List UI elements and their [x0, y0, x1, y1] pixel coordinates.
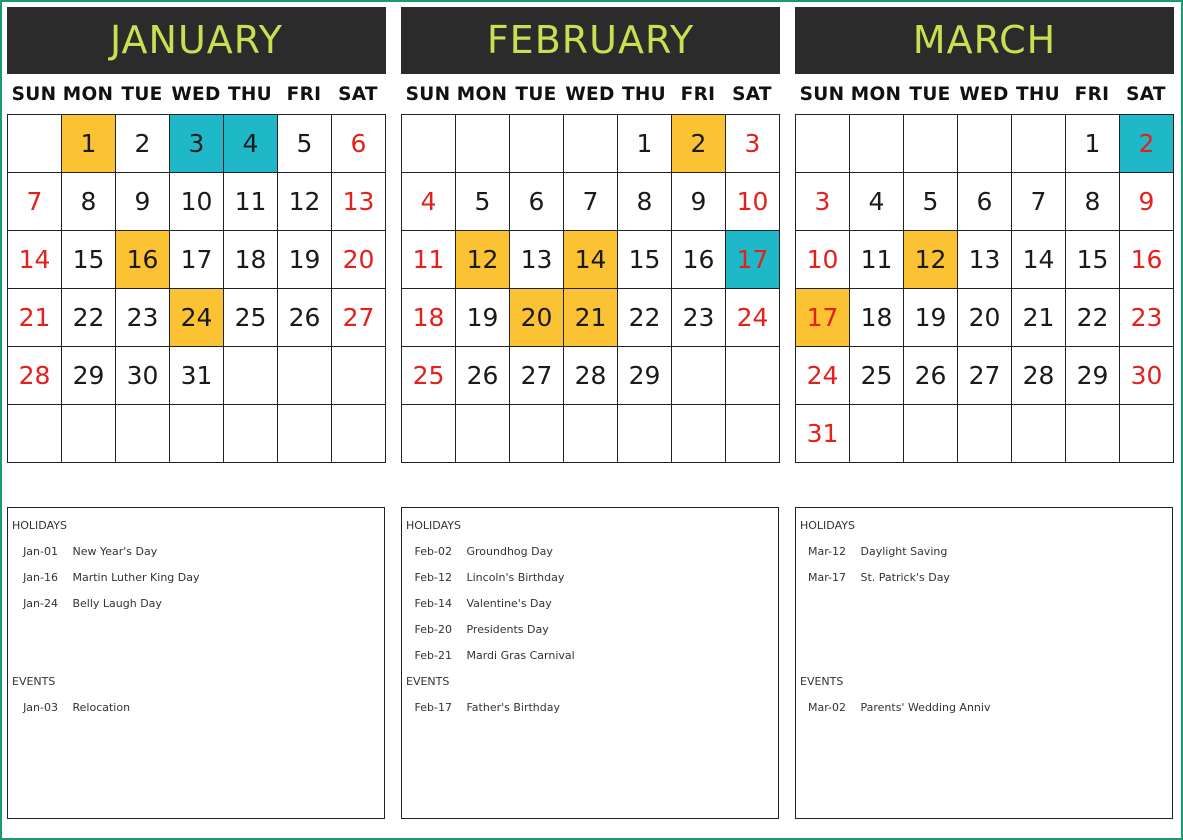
day-cell: 17: [796, 289, 850, 347]
day-cell: 10: [170, 173, 224, 231]
day-cell: 3: [726, 115, 780, 173]
day-cell: 28: [8, 347, 62, 405]
day-cell: 15: [618, 231, 672, 289]
day-cell: 13: [332, 173, 386, 231]
holiday-row: [8, 571, 200, 584]
empty-cell: [402, 405, 456, 463]
empty-cell: [672, 405, 726, 463]
day-cell: 12: [904, 231, 958, 289]
weekday-label: FRI: [1074, 83, 1110, 105]
event-name: Relocation: [62, 701, 131, 714]
holiday-date: Feb-21: [414, 649, 452, 662]
empty-cell: [958, 405, 1012, 463]
empty-cell: [672, 347, 726, 405]
day-cell: 26: [904, 347, 958, 405]
empty-cell: [796, 115, 850, 173]
day-cell: 24: [170, 289, 224, 347]
day-cell: 3: [796, 173, 850, 231]
empty-cell: [1012, 405, 1066, 463]
holiday-row: [796, 545, 947, 558]
month-title: JANUARY: [7, 7, 386, 74]
day-cell: 13: [510, 231, 564, 289]
holiday-name: Groundhog Day: [456, 545, 553, 558]
weekday-label: SUN: [405, 83, 451, 105]
calendar-grid: [7, 114, 386, 463]
day-cell: 20: [510, 289, 564, 347]
holiday-date: Jan-01: [23, 545, 58, 558]
day-cell: 6: [332, 115, 386, 173]
day-cell: 11: [224, 173, 278, 231]
day-cell: 27: [510, 347, 564, 405]
empty-cell: [1066, 405, 1120, 463]
day-cell: 12: [278, 173, 332, 231]
day-cell: 8: [1066, 173, 1120, 231]
holiday-row: [402, 623, 549, 636]
day-cell: 16: [116, 231, 170, 289]
holiday-row: [796, 571, 950, 584]
day-cell: 24: [726, 289, 780, 347]
empty-cell: [618, 405, 672, 463]
day-cell: 19: [904, 289, 958, 347]
weekday-label: SAT: [338, 83, 378, 105]
day-cell: 26: [278, 289, 332, 347]
holidays-heading: HOLIDAYS: [800, 519, 855, 532]
empty-cell: [170, 405, 224, 463]
day-cell: 9: [672, 173, 726, 231]
day-cell: 17: [170, 231, 224, 289]
weekday-label: WED: [565, 83, 615, 105]
day-cell: 29: [618, 347, 672, 405]
event-name: Parents' Wedding Anniv: [850, 701, 991, 714]
day-cell: 8: [618, 173, 672, 231]
holidays-heading: HOLIDAYS: [12, 519, 67, 532]
empty-cell: [726, 347, 780, 405]
holiday-row: [8, 545, 157, 558]
holiday-row: [402, 545, 553, 558]
empty-cell: [8, 405, 62, 463]
calendar-grid: [401, 114, 780, 463]
weekday-label: MON: [850, 83, 902, 105]
empty-cell: [456, 405, 510, 463]
month-title: FEBRUARY: [401, 7, 780, 74]
day-cell: 4: [402, 173, 456, 231]
day-cell: 9: [1120, 173, 1174, 231]
holiday-date: Feb-20: [414, 623, 452, 636]
event-date: Feb-17: [414, 701, 452, 714]
day-cell: 12: [456, 231, 510, 289]
day-cell: 2: [672, 115, 726, 173]
holiday-date: Mar-12: [807, 545, 846, 558]
empty-cell: [116, 405, 170, 463]
holiday-row: [8, 597, 162, 610]
weekday-label: FRI: [286, 83, 322, 105]
day-cell: 30: [1120, 347, 1174, 405]
weekday-header: [401, 74, 780, 114]
calendar-grid: [795, 114, 1174, 463]
events-heading: EVENTS: [406, 675, 450, 688]
day-cell: 3: [170, 115, 224, 173]
holidays-heading: HOLIDAYS: [406, 519, 461, 532]
day-cell: 31: [796, 405, 850, 463]
holiday-date: Feb-14: [414, 597, 452, 610]
day-cell: 5: [456, 173, 510, 231]
weekday-label: TUE: [121, 83, 163, 105]
day-cell: 23: [672, 289, 726, 347]
day-cell: 6: [958, 173, 1012, 231]
day-cell: 2: [1120, 115, 1174, 173]
day-cell: 19: [456, 289, 510, 347]
empty-cell: [224, 347, 278, 405]
weekday-header: [7, 74, 386, 114]
weekday-label: SAT: [732, 83, 772, 105]
holiday-date: Jan-16: [23, 571, 58, 584]
day-cell: 2: [116, 115, 170, 173]
day-cell: 17: [726, 231, 780, 289]
empty-cell: [564, 405, 618, 463]
holiday-row: [402, 571, 564, 584]
weekday-label: SUN: [11, 83, 57, 105]
event-row: [8, 701, 130, 714]
empty-cell: [904, 405, 958, 463]
event-name: Father's Birthday: [456, 701, 561, 714]
weekday-label: THU: [227, 83, 273, 105]
holiday-name: New Year's Day: [62, 545, 158, 558]
empty-cell: [278, 347, 332, 405]
holiday-name: Belly Laugh Day: [62, 597, 162, 610]
day-cell: 7: [8, 173, 62, 231]
notes-panel-march: [795, 507, 1173, 819]
day-cell: 22: [1066, 289, 1120, 347]
day-cell: 5: [278, 115, 332, 173]
weekday-label: WED: [959, 83, 1009, 105]
empty-cell: [332, 347, 386, 405]
holiday-name: Presidents Day: [456, 623, 549, 636]
day-cell: 14: [8, 231, 62, 289]
empty-cell: [456, 115, 510, 173]
empty-cell: [726, 405, 780, 463]
day-cell: 14: [1012, 231, 1066, 289]
month-panel-january: [7, 7, 386, 463]
notes-panel-january: [7, 507, 385, 819]
day-cell: 5: [904, 173, 958, 231]
day-cell: 9: [116, 173, 170, 231]
empty-cell: [8, 115, 62, 173]
empty-cell: [850, 115, 904, 173]
day-cell: 15: [62, 231, 116, 289]
holiday-name: Lincoln's Birthday: [456, 571, 565, 584]
holiday-date: Mar-17: [807, 571, 846, 584]
holiday-name: Daylight Saving: [850, 545, 948, 558]
day-cell: 14: [564, 231, 618, 289]
holiday-row: [402, 649, 575, 662]
day-cell: 28: [1012, 347, 1066, 405]
day-cell: 16: [672, 231, 726, 289]
event-date: Mar-02: [807, 701, 846, 714]
empty-cell: [1120, 405, 1174, 463]
weekday-label: FRI: [680, 83, 716, 105]
day-cell: 27: [958, 347, 1012, 405]
day-cell: 10: [796, 231, 850, 289]
weekday-label: WED: [171, 83, 221, 105]
holiday-name: Valentine's Day: [456, 597, 552, 610]
day-cell: 1: [618, 115, 672, 173]
day-cell: 4: [224, 115, 278, 173]
weekday-label: MON: [62, 83, 114, 105]
events-heading: EVENTS: [800, 675, 844, 688]
day-cell: 11: [850, 231, 904, 289]
day-cell: 4: [850, 173, 904, 231]
event-row: [402, 701, 560, 714]
weekday-header: [795, 74, 1174, 114]
holiday-date: Feb-02: [414, 545, 452, 558]
empty-cell: [510, 115, 564, 173]
empty-cell: [332, 405, 386, 463]
day-cell: 15: [1066, 231, 1120, 289]
day-cell: 20: [958, 289, 1012, 347]
empty-cell: [62, 405, 116, 463]
empty-cell: [510, 405, 564, 463]
day-cell: 1: [62, 115, 116, 173]
day-cell: 27: [332, 289, 386, 347]
day-cell: 8: [62, 173, 116, 231]
empty-cell: [402, 115, 456, 173]
day-cell: 13: [958, 231, 1012, 289]
day-cell: 6: [510, 173, 564, 231]
events-heading: EVENTS: [12, 675, 56, 688]
day-cell: 7: [1012, 173, 1066, 231]
empty-cell: [1012, 115, 1066, 173]
holiday-date: Feb-12: [414, 571, 452, 584]
day-cell: 10: [726, 173, 780, 231]
day-cell: 22: [618, 289, 672, 347]
weekday-label: TUE: [515, 83, 557, 105]
holiday-date: Jan-24: [23, 597, 58, 610]
month-title: MARCH: [795, 7, 1174, 74]
day-cell: 30: [116, 347, 170, 405]
notes-panel-february: [401, 507, 779, 819]
weekday-label: SAT: [1126, 83, 1166, 105]
weekday-label: TUE: [909, 83, 951, 105]
empty-cell: [278, 405, 332, 463]
holiday-name: Martin Luther King Day: [62, 571, 200, 584]
holiday-row: [402, 597, 552, 610]
day-cell: 25: [402, 347, 456, 405]
day-cell: 18: [850, 289, 904, 347]
day-cell: 21: [1012, 289, 1066, 347]
day-cell: 25: [224, 289, 278, 347]
empty-cell: [904, 115, 958, 173]
day-cell: 18: [224, 231, 278, 289]
day-cell: 31: [170, 347, 224, 405]
day-cell: 7: [564, 173, 618, 231]
empty-cell: [224, 405, 278, 463]
day-cell: 24: [796, 347, 850, 405]
day-cell: 21: [564, 289, 618, 347]
event-row: [796, 701, 990, 714]
weekday-label: THU: [621, 83, 667, 105]
empty-cell: [564, 115, 618, 173]
day-cell: 20: [332, 231, 386, 289]
day-cell: 18: [402, 289, 456, 347]
day-cell: 23: [1120, 289, 1174, 347]
day-cell: 26: [456, 347, 510, 405]
empty-cell: [958, 115, 1012, 173]
day-cell: 29: [62, 347, 116, 405]
day-cell: 25: [850, 347, 904, 405]
day-cell: 22: [62, 289, 116, 347]
holiday-name: St. Patrick's Day: [850, 571, 950, 584]
day-cell: 21: [8, 289, 62, 347]
day-cell: 16: [1120, 231, 1174, 289]
month-panel-february: [401, 7, 780, 463]
day-cell: 19: [278, 231, 332, 289]
weekday-label: MON: [456, 83, 508, 105]
day-cell: 11: [402, 231, 456, 289]
weekday-label: SUN: [799, 83, 845, 105]
day-cell: 1: [1066, 115, 1120, 173]
empty-cell: [850, 405, 904, 463]
day-cell: 23: [116, 289, 170, 347]
month-panel-march: [795, 7, 1174, 463]
weekday-label: THU: [1015, 83, 1061, 105]
day-cell: 28: [564, 347, 618, 405]
day-cell: 29: [1066, 347, 1120, 405]
event-date: Jan-03: [23, 701, 58, 714]
holiday-name: Mardi Gras Carnival: [456, 649, 575, 662]
